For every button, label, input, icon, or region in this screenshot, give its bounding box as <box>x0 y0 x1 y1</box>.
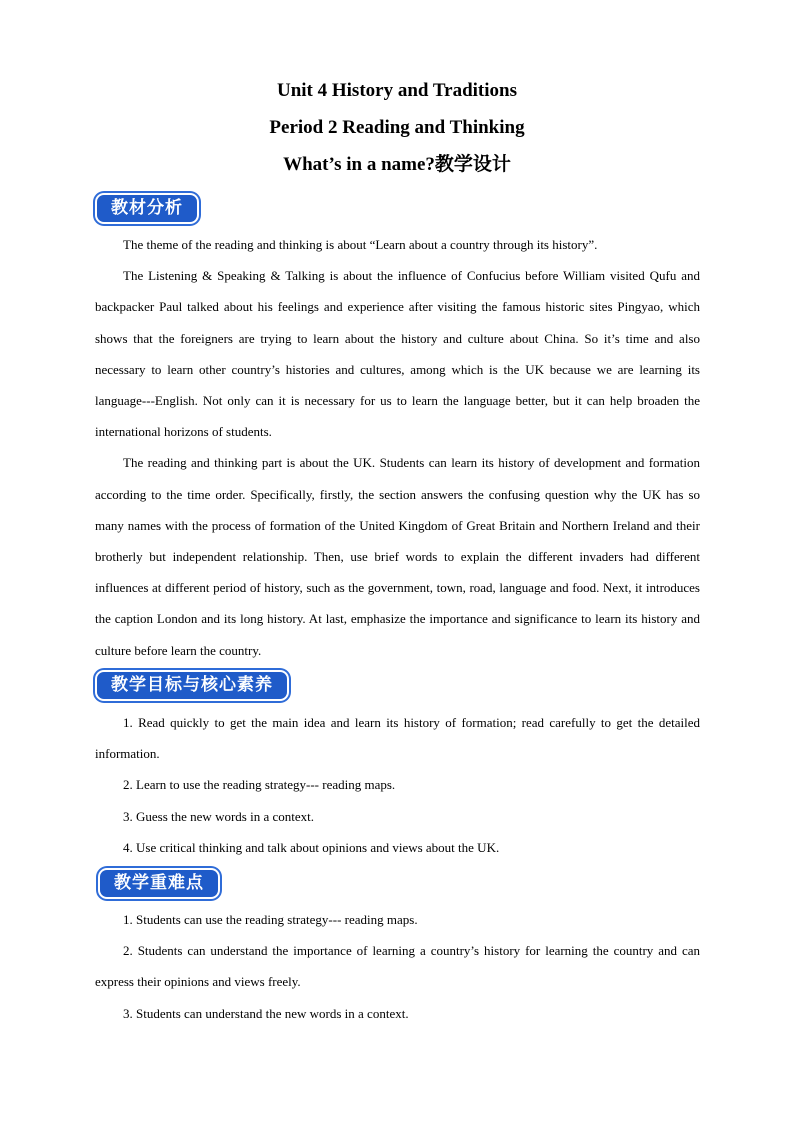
document-title <box>0 72 794 183</box>
section-heading-teaching-objectives: 教学目标与核心素养 <box>97 672 287 699</box>
title-period: Period 2 Reading and Thinking <box>269 117 525 138</box>
list-item: 1. Students can use the reading strategy--- reading maps. <box>123 912 418 927</box>
title-lesson: What’s in a name?教学设计 <box>283 154 511 175</box>
list-item: 3. Guess the new words in a context. <box>123 808 314 824</box>
title-unit: Unit 4 History and Traditions <box>276 80 517 101</box>
section-heading-key-difficulties: 教学重难点 <box>100 870 218 897</box>
section-heading-textbook-analysis: 教材分析 <box>97 195 197 222</box>
paragraph: The theme of the reading and thinking is about “Learn about a country through its history”. <box>123 237 598 252</box>
list-item: 2. Learn to use the reading strategy--- reading maps. <box>123 777 396 793</box>
list-item: 1. Read quickly to get the main idea and learn its history of formation; read carefully to get the detailed information. <box>95 715 700 762</box>
section-teaching-objectives <box>95 707 700 863</box>
list-item: 2. Students can understand the importance of learning a country’s history for learning the country and can express their opinions and views freely. <box>95 943 700 990</box>
list-item: 4. Use critical thinking and talk about opinions and views about the UK. <box>123 839 500 855</box>
list-item: 3. Students can understand the new words in a context. <box>123 1005 409 1021</box>
paragraph: The Listening & Speaking & Talking is about the influence of Confucius before William visited Qufu and backpacker Paul talked about his feelings and experience after visiting the famous historic sites Pingyao, which shows that the foreigners are trying to learn about the history and culture about China. So it’s time and also necessary to learn other country’s histories and cultures, among which is the UK because we are learning its language---English. Not only can it is necessary for us to learn the language better, but it can help broaden the international horizons of students. <box>95 268 700 440</box>
paragraph: The reading and thinking part is about the UK. Students can learn its history of development and formation according to the time order. Specifically, firstly, the section answers the confusing question why the UK has so many names with the process of formation of the United Kingdom of Great Britain and Northern Ireland and their brotherly but independent relationship. Then, use brief words to explain the different invaders had different influences at different period of history, such as the government, town, road, language and food. Next, it introduces the caption London and its long history. At last, emphasize the importance and significance to learn its history and culture before learn the country. <box>95 455 700 658</box>
section-textbook-analysis <box>95 229 700 666</box>
section-key-difficulties <box>95 904 700 1029</box>
